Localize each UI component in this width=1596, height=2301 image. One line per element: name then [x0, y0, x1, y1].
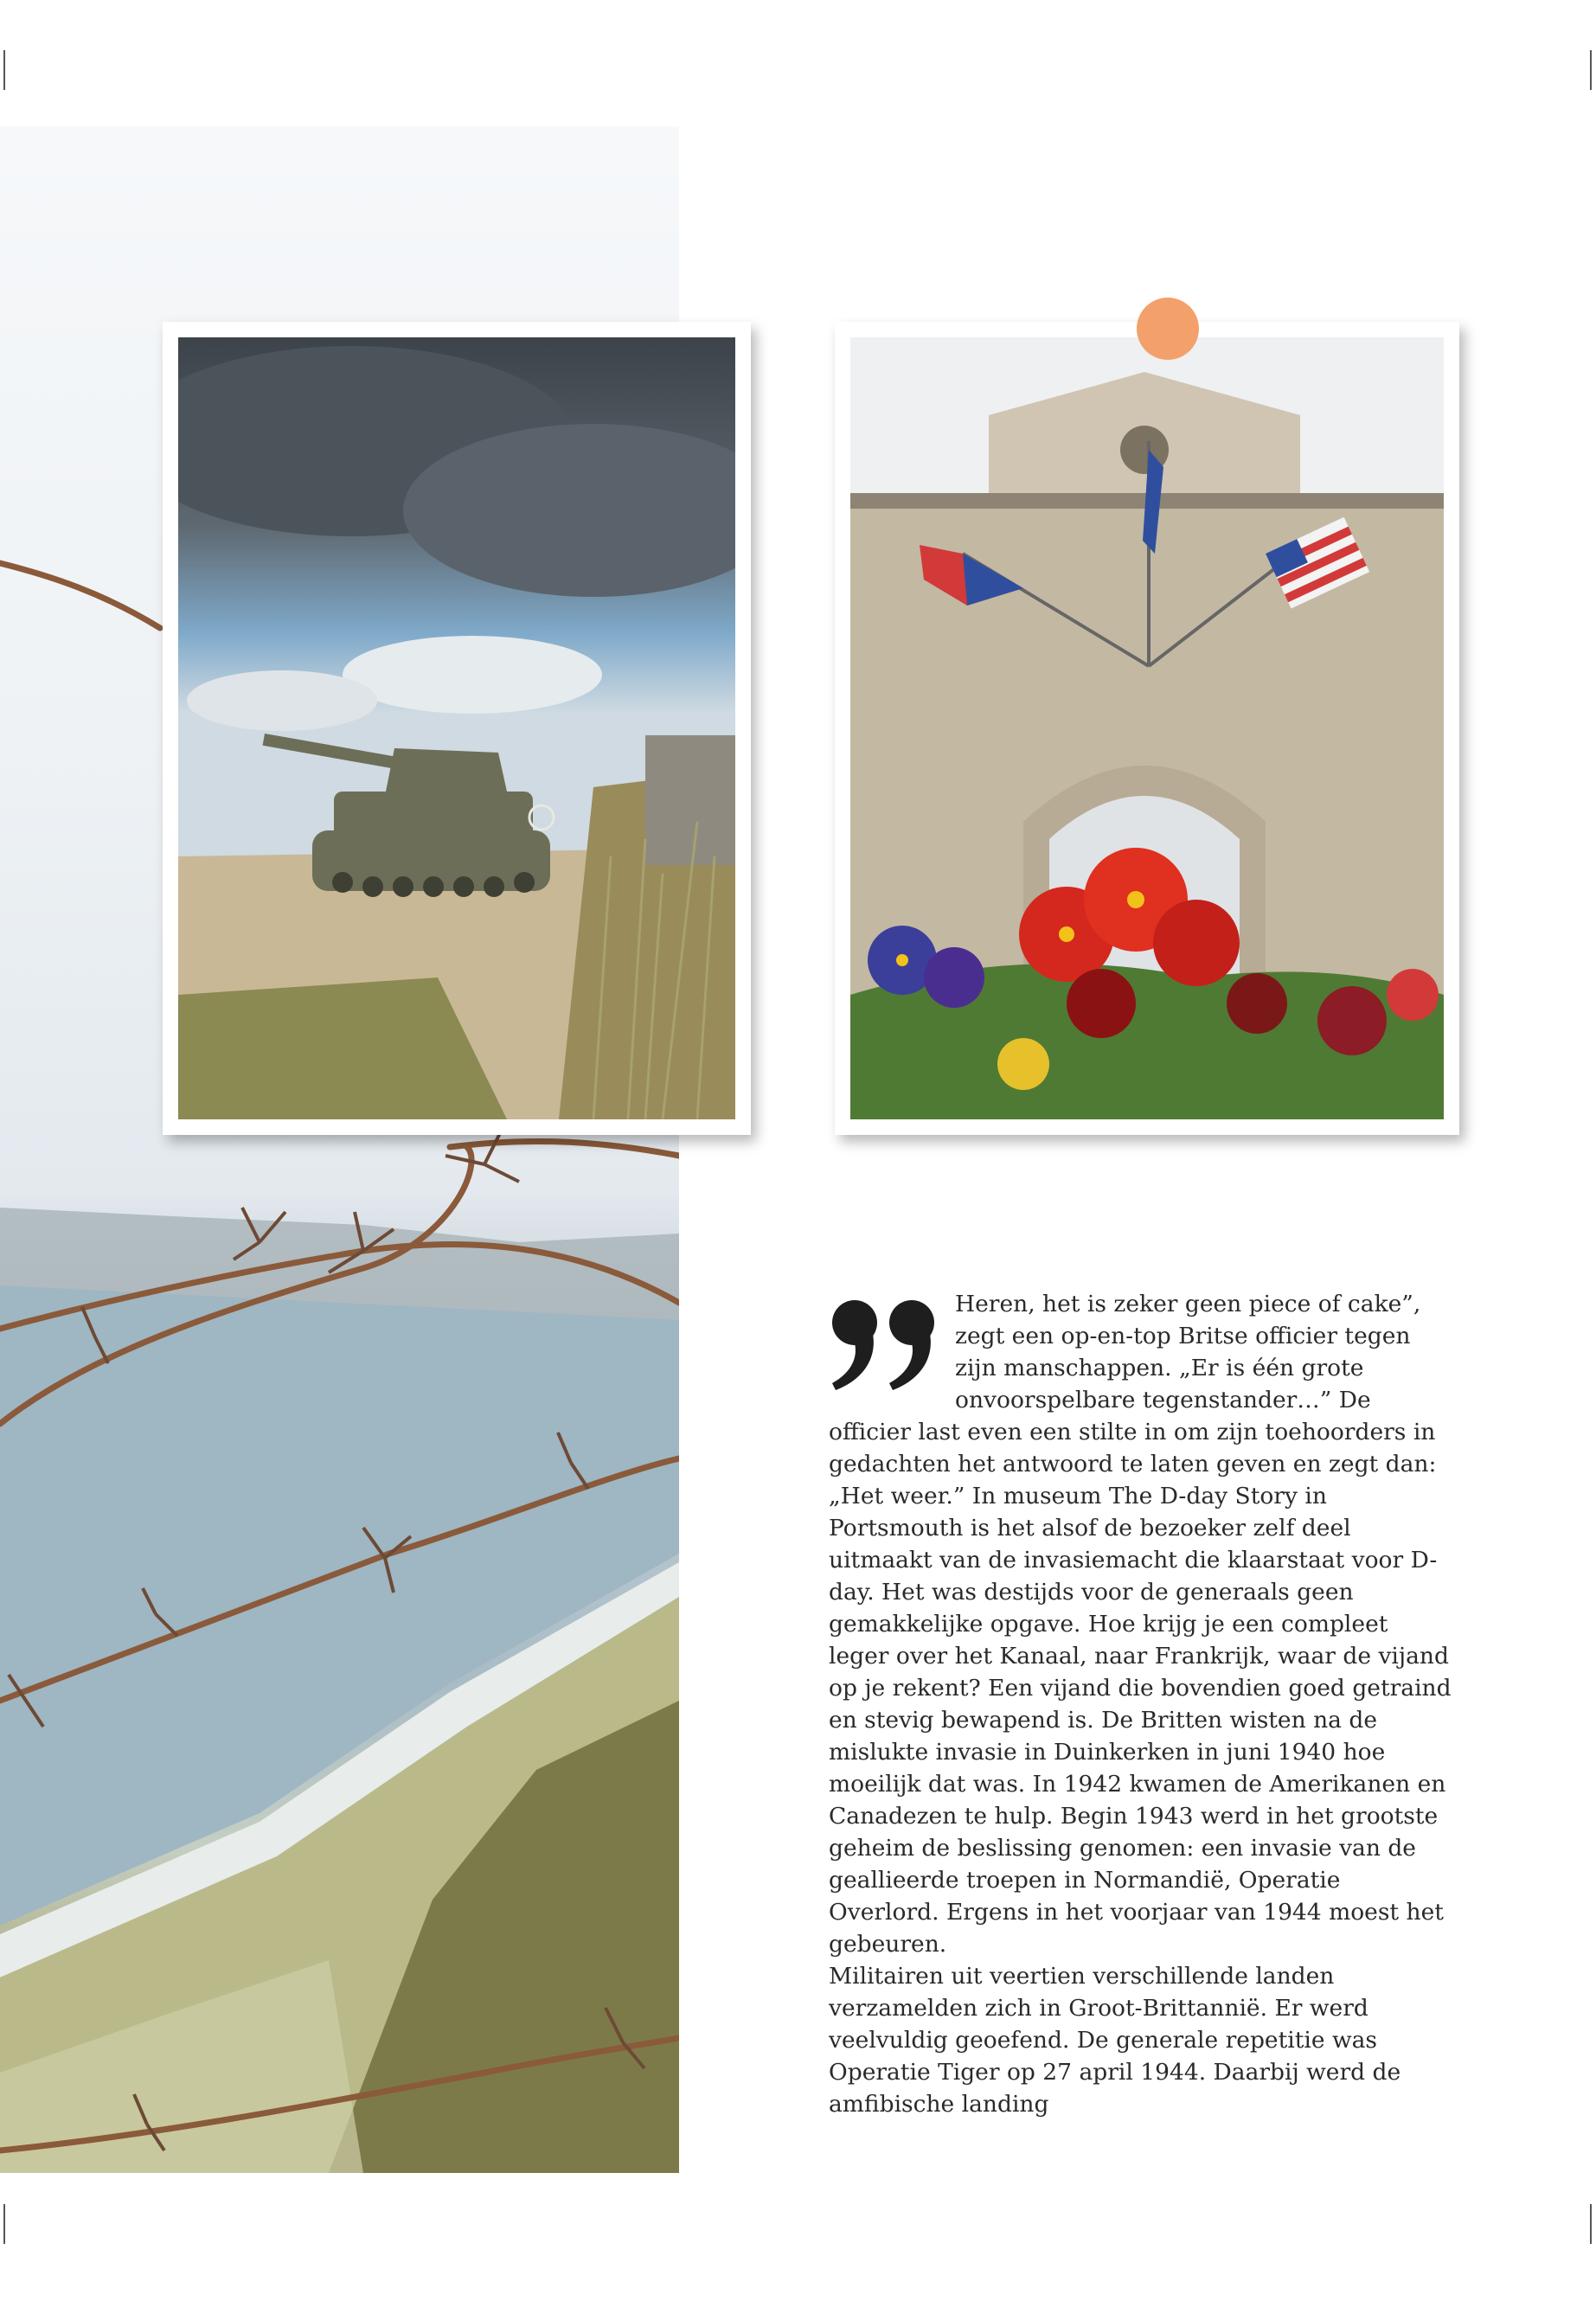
orange-accent-dot	[1137, 298, 1199, 360]
crop-mark-bottom-right	[1590, 2204, 1592, 2244]
quote-mark-icon	[829, 1297, 943, 1392]
crop-mark-top-right	[1590, 50, 1592, 90]
town-hall-flowers-photo	[850, 337, 1444, 1119]
article-body	[829, 1288, 1452, 2120]
crop-mark-bottom-left	[3, 2204, 5, 2244]
crop-mark-top-left	[3, 50, 5, 90]
town-hall-photo-frame	[835, 322, 1459, 1135]
tank-photo	[178, 337, 735, 1119]
article-paragraph-2: Militairen uit veertien verschillende landen verzamelden zich in Groot-Brittannië. Er werd veelvuldig geoefend. De generale repetitie was Operatie Tiger op 27 april 1944. Daarbij werd de amfibische landing	[829, 1963, 1401, 2118]
tank-photo-frame	[163, 322, 751, 1135]
article-paragraph-1: Heren, het is zeker geen piece of cake”, zegt een op-en-top Britse officier tegen zijn manschappen. „Er is één grote onvoorspelbare tegenstander…” De officier last even een stilte in om zijn toehoorders in gedachten het antwoord te laten geven en zegt dan: „Het weer.” In museum The D-day Story in Portsmouth is het alsof de bezoeker zelf deel uitmaakt van de invasiemacht die klaarstaat voor D-day. Het was destijds voor de generaals geen gemakkelijke opgave. Hoe krijg je een compleet leger over het Kanaal, naar Frankrijk, waar de vijand op je rekent? Een vijand die bovendien goed getraind en stevig bewapend is. De Britten wisten na de mislukte invasie in Duinkerken in juni 1940 hoe moeilijk dat was. In 1942 kwamen de Amerikanen en Canadezen te hulp. Begin 1943 werd in het grootste geheim de beslissing genomen: een invasie van de geallieerde troepen in Normandië, Operatie Overlord. Ergens in het voorjaar van 1944 moest het gebeuren.	[829, 1291, 1452, 1958]
